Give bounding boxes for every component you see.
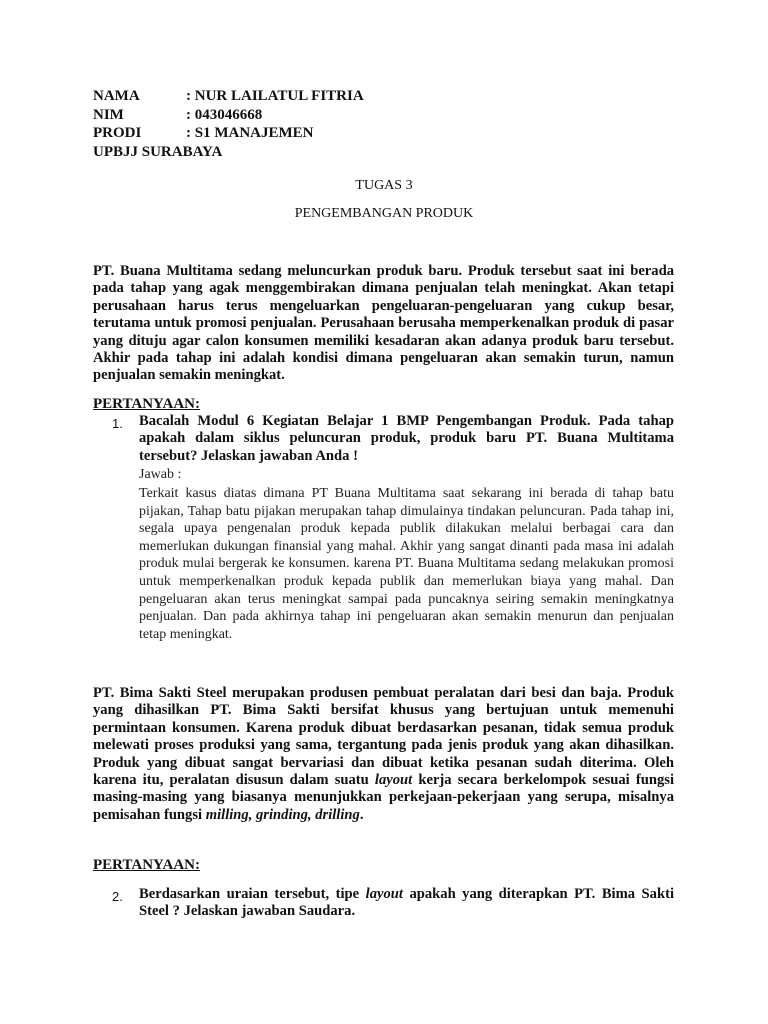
case2-question [139, 886, 674, 921]
case2-questions-heading: PERTANYAAN: [93, 857, 200, 873]
case2-text-part: PT. Bima Sakti Steel merupakan produsen pembuat peralatan dari besi dan baja. Produk yang dihasilkan PT. Bima Sakti bersifat khusus yang bertujuan untuk memenuhi permintaan konsumen. Karena produk dibuat berdasarkan pesanan, tidak semua produk melewati proses produksi yang sama, tergantung pada jenis produk yang akan dihasilkan. Produk yang dibuat sangat bervariasi dan dibuat ketika pesanan sudah diterima. Oleh karena itu, peralatan disusun dalam suatu [93, 685, 674, 789]
assignment-title: TUGAS 3 [355, 178, 413, 193]
identity-label: PRODI [93, 125, 142, 141]
case2-question-part: Berdasarkan uraian tersebut, tipe [139, 886, 366, 902]
case2-text-part: kerja secara berkelompok sesuai fungsi masing-masing yang biasanya menunjukkan perkejaan-pekerjaan yang serupa, misalnya pemisahan fungsi [93, 772, 674, 823]
case2-text-end: . [359, 806, 364, 823]
question-number: 2. [112, 889, 123, 904]
identity-value: : NUR LAILATUL FITRIA [186, 88, 364, 104]
identity-row-prodi [93, 124, 364, 143]
case2-functions-term: milling, grinding, drilling [205, 806, 360, 823]
question-number: 1. [112, 416, 123, 431]
case1-description: PT. Buana Multitama sedang meluncurkan produk baru. Produk tersebut saat ini berada pada tahap yang agak menggembirakan dimana penjualan telah meningkat. Akan tetapi perusahaan harus terus mengeluarkan pengeluaran-pengeluaran yang cukup besar, terutama untuk promosi penjualan. Perusahaan berusaha memperkenalkan produk di pasar yang dituju agar calon konsumen memiliki kesadaran akan adanya produk baru tersebut. Akhir pada tahap ini adalah kondisi dimana pengeluaran akan semakin turun, namun penjualan semakin meningkat. [93, 263, 674, 384]
case2-layout-term: layout [374, 772, 413, 789]
identity-row-nim [93, 106, 364, 125]
identity-label: NIM [93, 106, 124, 123]
case1-question: Bacalah Modul 6 Kegiatan Belajar 1 BMP Pengembangan Produk. Pada tahap apakah dalam siklus peluncuran produk, produk baru PT. Buana Multitama tersebut? Jelaskan jawaban Anda ! [139, 413, 674, 464]
identity-label: NAMA [93, 88, 140, 104]
identity-campus: UPBJJ SURABAYA [93, 143, 223, 160]
identity-value: : S1 MANAJEMEN [186, 125, 314, 141]
case2-question-layout-term: layout [365, 886, 403, 902]
identity-row-name [93, 87, 364, 106]
case1-answer: Terkait kasus diatas dimana PT Buana Multitama saat sekarang ini berada di tahap batu pijakan, Tahap batu pijakan merupakan tahap dimulainya tindakan peluncuran. Pada tahap ini, segala upaya pengenalan produk kepada publik dilakukan melalui berbagai cara dan memerlukan dukungan finansial yang mahal. Akhir yang sangat dinanti pada masa ini adalah produk mulai bergerak ke konsumen. karena PT. Buana Multitama sedang melakukan promosi untuk memperkenalkan produk kepada publik dan memerlukan biaya yang mahal. Dan pengeluaran akan terus meningkat sampai pada puncaknya seiring semakin meningkatnya penjualan. Dan pada akhirnya tahap ini pengeluaran akan semakin menurun dan penjualan tetap meningkat. [139, 486, 674, 642]
answer-label: Jawab : [139, 467, 182, 482]
case2-question-part: apakah yang diterapkan PT. Bima Sakti Steel ? Jelaskan jawaban Saudara. [139, 886, 674, 920]
student-identity [93, 87, 364, 161]
identity-value: : 043046668 [186, 106, 263, 123]
assignment-subject: PENGEMBANGAN PRODUK [294, 206, 474, 221]
case1-questions-heading: PERTANYAAN: [93, 396, 200, 412]
case2-description [93, 685, 674, 824]
